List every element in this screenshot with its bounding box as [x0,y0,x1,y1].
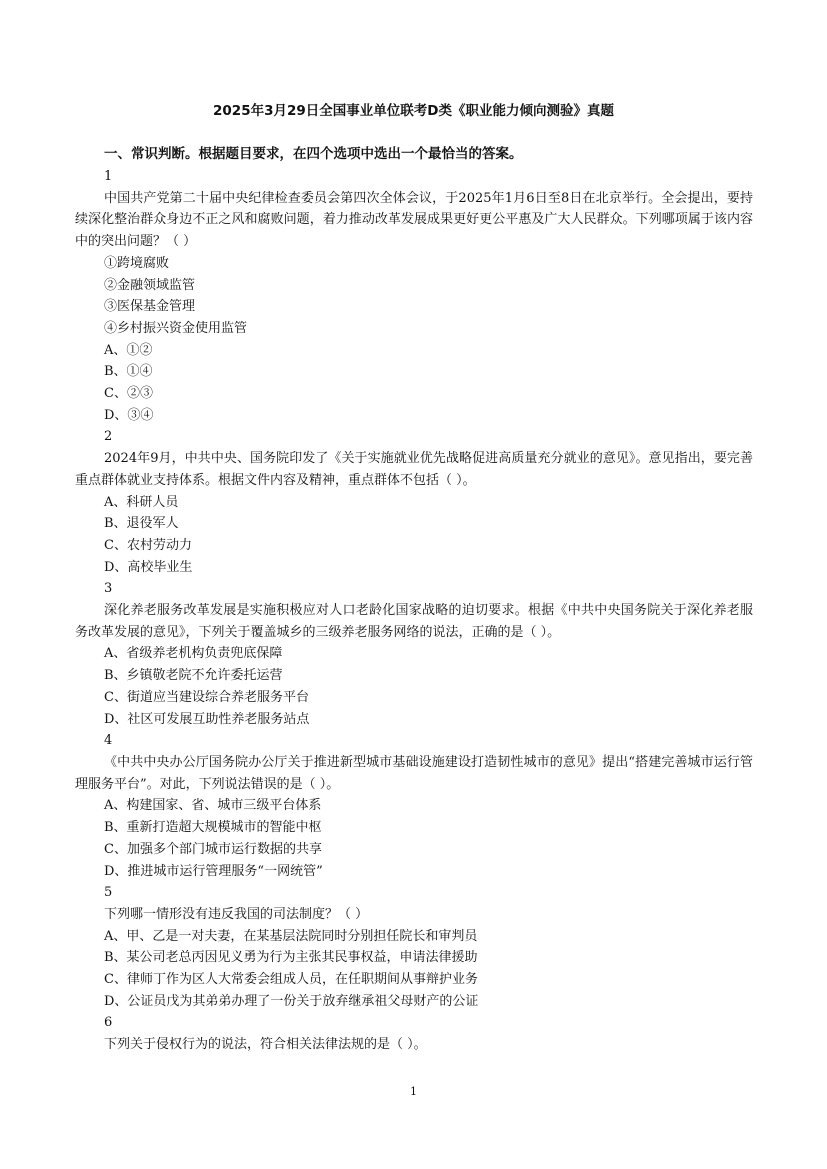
answer-option-c: C、街道应当建设综合养老服务平台 [104,689,309,705]
answer-option-c: C、加强多个部门城市运行数据的共享 [104,841,322,857]
answer-option-b: B、重新打造超大规模城市的智能中枢 [104,820,322,836]
question-2 [75,426,753,578]
question-number: 4 [104,733,113,749]
question-list [75,166,753,1056]
question-stem: 2024年9月，中共中央、国务院印发了《关于实施就业优先战略促进高质量充分就业的意见》。意见指出，要完善重点群体就业支持体系。根据文件内容及精神，重点群体不包括（ ）。 [75,451,753,488]
answer-option-d: D、公证员戊为其弟弟办理了一份关于放弃继承祖父母财产的公证 [104,993,479,1009]
page-number: 1 [410,1085,417,1098]
question-4 [75,730,753,882]
answer-option-a: A、构建国家、省、城市三级平台体系 [104,798,322,814]
question-stem: 下列哪一情形没有违反我国的司法制度？（ ） [104,906,369,922]
question-number: 2 [104,429,113,445]
answer-option-b: B、某公司老总丙因见义勇为行为主张其民事权益，申请法律援助 [104,950,478,966]
question-stem: 《中共中央办公厅国务院办公厅关于推进新型城市基础设施建设打造韧性城市的意见》提出“搭建完善城市运行管理服务平台”。对此，下列说法错误的是（ ）。 [75,754,753,792]
statement-item: ③医保基金管理 [104,299,196,315]
question-1 [75,166,753,426]
answer-option-c: C、律师丁作为区人大常委会组成人员，在任职期间从事辩护业务 [104,972,478,988]
answer-option-a: A、科研人员 [104,494,179,510]
statement-item: ④乡村振兴资金使用监管 [104,320,248,336]
question-5 [75,882,753,1012]
answer-option-b: B、退役军人 [104,516,179,532]
question-number: 1 [104,169,113,184]
answer-option-c: C、农村劳动力 [104,537,192,553]
question-number: 5 [104,885,113,901]
answer-option-d: D、③④ [104,407,154,423]
answer-option-d: D、社区可发展互助性养老服务站点 [104,711,310,727]
question-stem: 下列关于侵权行为的说法，符合相关法律法规的是（ ）。 [104,1037,427,1053]
question-3 [75,578,753,730]
question-stem: 中国共产党第二十届中央纪律检查委员会第四次全体会议，于2025年1月6日至8日在北京举行。全会提出，要持续深化整治群众身边不正之风和腐败问题，着力推动改革发展成果更好更公平惠及广大人民群众。下列哪项属于该内容中的突出问题？（ ） [75,190,753,250]
statement-item: ①跨境腐败 [104,255,170,271]
answer-option-b: B、乡镇敬老院不允许委托运营 [104,668,283,684]
answer-option-b: B、①④ [104,364,153,380]
answer-option-d: D、推进城市运行管理服务“一网统管” [104,863,323,879]
section-heading: 一、常识判断。根据题目要求，在四个选项中选出一个最恰当的答案。 [104,146,523,162]
answer-option-a: A、甲、乙是一对夫妻，在某基层法院同时分别担任院长和审判员 [104,928,478,944]
question-6 [75,1012,753,1055]
question-number: 6 [104,1015,113,1031]
document-title: 2025年3月29日全国事业单位联考D类《职业能力倾向测验》真题 [213,103,614,119]
question-stem: 深化养老服务改革发展是实施积极应对人口老龄化国家战略的迫切要求。根据《中共中央国务院关于深化养老服务改革发展的意见》，下列关于覆盖城乡的三级养老服务网络的说法，正确的是（ ）。 [75,603,753,640]
answer-option-c: C、②③ [104,386,153,402]
question-number: 3 [104,581,113,597]
answer-option-d: D、高校毕业生 [104,559,193,575]
answer-option-a: A、①② [104,342,153,358]
answer-option-a: A、省级养老机构负责兜底保障 [104,646,283,662]
statement-item: ②金融领域监管 [104,277,196,293]
